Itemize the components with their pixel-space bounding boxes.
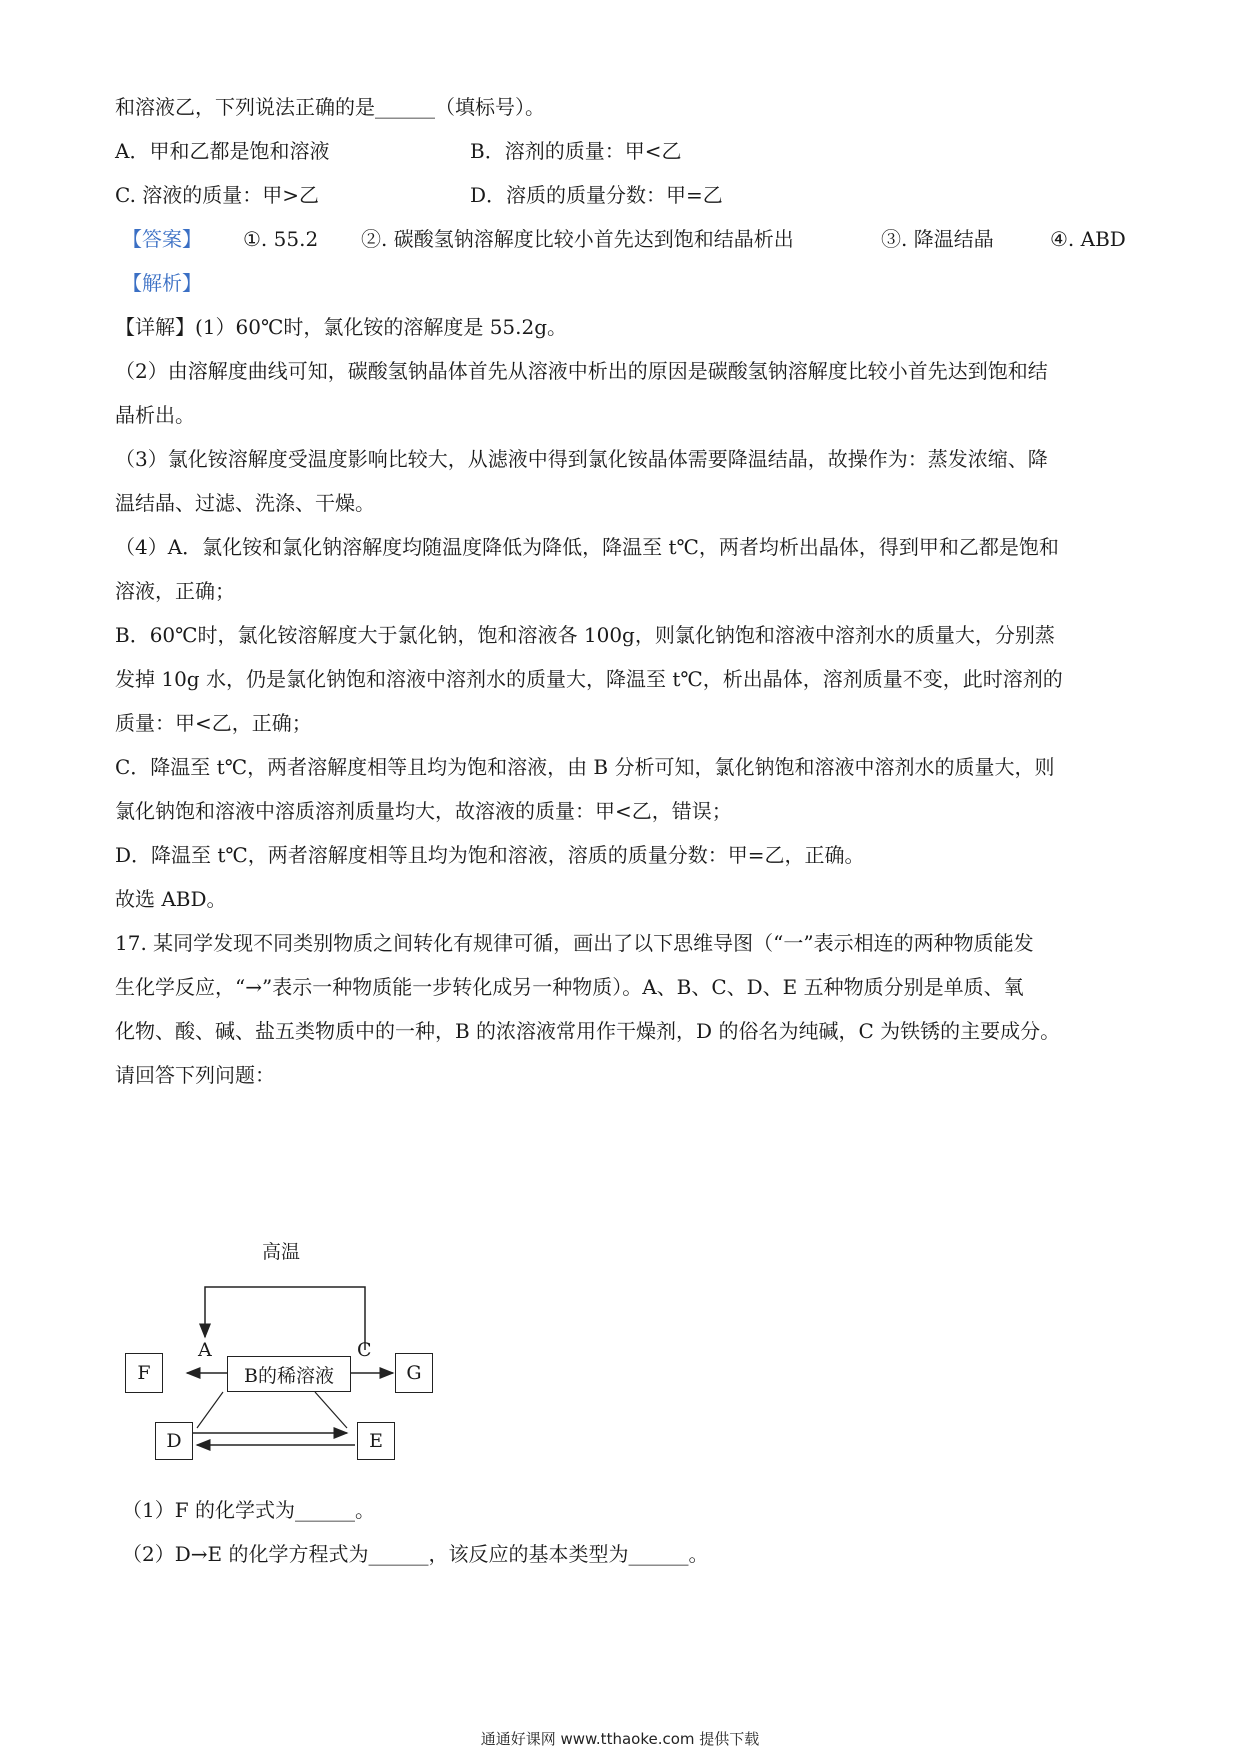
q17-stem-line: 生化学反应，“→”表示一种物质能一步转化成另一种物质）。A、B、C、D、E 五种物质分别是单质、氧: [115, 975, 1024, 999]
detail-line: （3）氯化铵溶解度受温度影响比较大，从滤液中得到氯化铵晶体需要降温结晶，故操作为：蒸发浓缩、降: [115, 447, 1048, 471]
q17-stem-line: 17. 某同学发现不同类别物质之间转化有规律可循，画出了以下思维导图（“一”表示相连的两种物质能发: [115, 931, 1034, 955]
option-c: C. 溶液的质量：甲>乙: [115, 183, 320, 207]
answer-1: ①. 55.2: [243, 227, 319, 251]
analysis-tag: 【解析】: [122, 271, 202, 295]
box-e: E: [357, 1422, 395, 1460]
option-a: A．甲和乙都是饱和溶液: [115, 139, 330, 163]
answer-tag: 【答案】: [122, 227, 202, 251]
option-b: B．溶剂的质量：甲<乙: [470, 139, 682, 163]
detail-line: D．降温至 t℃，两者溶解度相等且均为饱和溶液，溶质的质量分数：甲=乙，正确。: [115, 843, 865, 867]
option-d: D．溶质的质量分数：甲=乙: [470, 183, 723, 207]
box-b: B的稀溶液: [227, 1356, 351, 1392]
box-d: D: [155, 1422, 193, 1460]
detail-line: （2）由溶解度曲线可知，碳酸氢钠晶体首先从溶液中析出的原因是碳酸氢钠溶解度比较小首先达到饱和结: [115, 359, 1048, 383]
answer-2: ②. 碳酸氢钠溶解度比较小首先达到饱和结晶析出: [361, 227, 794, 251]
detail-line: B．60℃时，氯化铵溶解度大于氯化钠，饱和溶液各 100g，则氯化钠饱和溶液中溶剂水的质量大，分别蒸: [115, 623, 1055, 647]
detail-line: 晶析出。: [115, 403, 195, 427]
detail-line: 【详解】(1）60℃时，氯化铵的溶解度是 55.2g。: [115, 315, 568, 339]
detail-line: 氯化钠饱和溶液中溶质溶剂质量均大，故溶液的质量：甲<乙，错误；: [115, 799, 732, 823]
footer-text: 通通好课网 www.tthaoke.com 提供下载: [480, 1730, 760, 1748]
q17-sub-1: （1）F 的化学式为______。: [122, 1498, 375, 1522]
q17-stem-line: 化物、酸、碱、盐五类物质中的一种，B 的浓溶液常用作干燥剂，D 的俗名为纯碱，C 为铁锈的主要成分。: [115, 1019, 1061, 1043]
detail-line: 故选 ABD。: [115, 887, 227, 911]
label-c: C: [357, 1339, 372, 1361]
answer-4: ④. ABD: [1050, 227, 1126, 251]
q17-sub-2: （2）D→E 的化学方程式为______，该反应的基本类型为______。: [122, 1542, 709, 1566]
answer-3: ③. 降温结晶: [881, 227, 994, 251]
high-temp-label: 高温: [262, 1241, 301, 1263]
box-f: F: [125, 1353, 163, 1393]
detail-line: 温结晶、过滤、洗涤、干燥。: [115, 491, 375, 515]
detail-line: 质量：甲<乙，正确；: [115, 711, 312, 735]
detail-line: 发掉 10g 水，仍是氯化钠饱和溶液中溶剂水的质量大，降温至 t℃，析出晶体，溶剂质量不变，此时溶剂的: [115, 667, 1063, 691]
q16-stem: 和溶液乙，下列说法正确的是______（填标号）。: [115, 95, 545, 119]
detail-line: （4）A．氯化铵和氯化钠溶解度均随温度降低为降低，降温至 t℃，两者均析出晶体，得到甲和乙都是饱和: [115, 535, 1059, 559]
q17-stem-line: 请回答下列问题：: [115, 1063, 275, 1087]
conversion-diagram: [125, 1235, 455, 1455]
detail-line: 溶液，正确；: [115, 579, 235, 603]
box-g: G: [395, 1353, 433, 1393]
label-a: A: [198, 1339, 212, 1361]
detail-line: C．降温至 t℃，两者溶解度相等且均为饱和溶液，由 B 分析可知，氯化钠饱和溶液中溶剂水的质量大，则: [115, 755, 1055, 779]
